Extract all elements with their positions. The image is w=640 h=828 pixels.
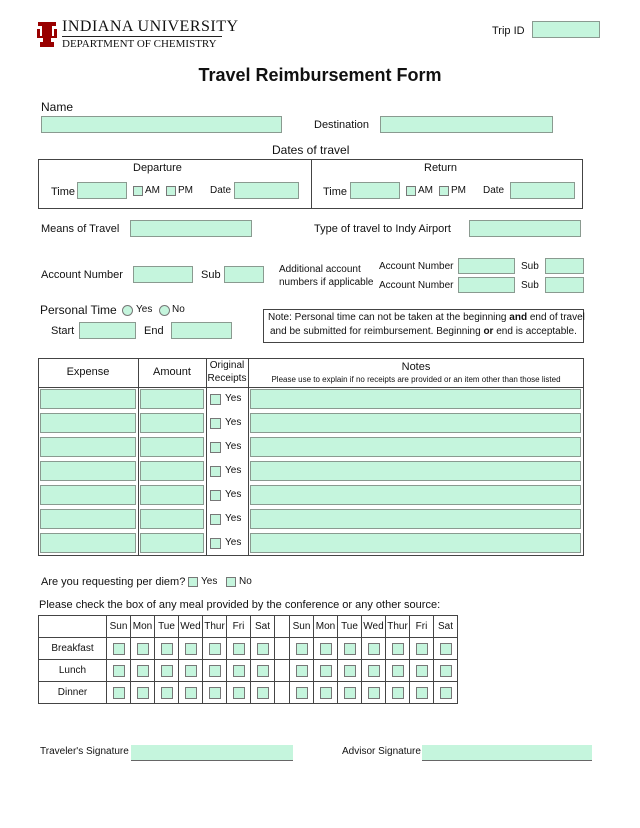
- note-line-1: Note: Personal time can not be taken at the beginning and end of travel: [268, 312, 585, 323]
- expense-field[interactable]: [40, 533, 136, 553]
- amount-field[interactable]: [140, 437, 204, 457]
- amount-field[interactable]: [140, 413, 204, 433]
- amount-field[interactable]: [140, 533, 204, 553]
- advisor-signature-label: Advisor Signature: [342, 746, 421, 757]
- meal-name: Dinner: [39, 682, 107, 704]
- amount-field[interactable]: [140, 461, 204, 481]
- return-date-label: Date: [483, 185, 505, 196]
- meal-cell: [107, 682, 131, 704]
- receipt-checkbox[interactable]: [210, 490, 221, 501]
- day-header: Mon: [131, 616, 155, 638]
- per-diem-yes-checkbox[interactable]: [188, 577, 198, 587]
- header-rule: [62, 36, 222, 37]
- meal-checkbox[interactable]: [416, 643, 428, 655]
- additional-label-2: numbers if applicable: [279, 277, 374, 288]
- meal-checkbox[interactable]: [137, 665, 149, 677]
- meal-checkbox[interactable]: [296, 665, 308, 677]
- week-gap: [275, 616, 290, 638]
- advisor-signature-field[interactable]: [422, 745, 592, 761]
- destination-field[interactable]: [380, 116, 553, 133]
- day-header: Tue: [338, 616, 362, 638]
- receipt-yes-label: Yes: [225, 393, 242, 404]
- meal-checkbox[interactable]: [233, 643, 245, 655]
- amount-field[interactable]: [140, 389, 204, 409]
- meal-name: Lunch: [39, 660, 107, 682]
- account-3-field[interactable]: [458, 277, 515, 293]
- meal-checkbox[interactable]: [137, 687, 149, 699]
- departure-date-label: Date: [210, 185, 232, 196]
- traveler-signature-label: Traveler's Signature: [40, 746, 129, 757]
- trip-id-label: Trip ID: [492, 25, 525, 37]
- notes-field[interactable]: [250, 389, 581, 409]
- notes-header: Notes: [401, 361, 431, 373]
- meal-cell: [203, 682, 227, 704]
- meal-cell: [314, 660, 338, 682]
- meal-checkbox[interactable]: [368, 687, 380, 699]
- departure-date-field[interactable]: [234, 182, 299, 199]
- sub-3-label: Sub: [521, 280, 539, 291]
- meal-checkbox[interactable]: [320, 687, 332, 699]
- meal-checkbox[interactable]: [320, 643, 332, 655]
- day-header: Sat: [251, 616, 275, 638]
- meal-checkbox[interactable]: [440, 687, 452, 699]
- form-title: Travel Reimbursement Form: [198, 65, 442, 85]
- sub-field[interactable]: [224, 266, 264, 283]
- meal-cell: [314, 682, 338, 704]
- per-diem-yes-label: Yes: [201, 576, 218, 587]
- notes-field[interactable]: [250, 413, 581, 433]
- week-gap: [275, 660, 290, 682]
- note-line-2: and be submitted for reimbursement. Beginning or end is acceptable.: [270, 326, 577, 337]
- receipt-checkbox[interactable]: [210, 538, 221, 549]
- day-header: Tue: [155, 616, 179, 638]
- receipt-yes-label: Yes: [225, 489, 242, 500]
- return-am-checkbox[interactable]: [406, 186, 416, 196]
- receipt-yes-label: Yes: [225, 465, 242, 476]
- day-header: Thur: [203, 616, 227, 638]
- week-gap: [275, 682, 290, 704]
- day-header: Sun: [290, 616, 314, 638]
- personal-yes-radio[interactable]: [122, 305, 133, 316]
- departure-time-field[interactable]: [77, 182, 127, 199]
- means-label: Means of Travel: [41, 223, 120, 235]
- return-am-label: AM: [418, 185, 433, 196]
- meal-table: [38, 615, 458, 704]
- start-field[interactable]: [79, 322, 136, 339]
- notes-field[interactable]: [250, 509, 581, 529]
- meal-name: Breakfast: [39, 638, 107, 660]
- expense-field[interactable]: [40, 413, 136, 433]
- day-header: Fri: [410, 616, 434, 638]
- meal-cell: [290, 638, 314, 660]
- additional-label-1: Additional account: [279, 264, 361, 275]
- expense-header-rule: [38, 387, 584, 388]
- personal-no-label: No: [172, 304, 185, 315]
- meal-checkbox[interactable]: [440, 643, 452, 655]
- meal-checkbox[interactable]: [392, 665, 404, 677]
- meal-checkbox[interactable]: [416, 687, 428, 699]
- meal-checkbox[interactable]: [137, 643, 149, 655]
- week-gap: [275, 638, 290, 660]
- expense-col-divider: [138, 358, 139, 556]
- meal-checkbox[interactable]: [257, 665, 269, 677]
- meal-cell: [338, 638, 362, 660]
- return-label: Return: [424, 162, 458, 174]
- meal-cell: [386, 638, 410, 660]
- return-pm-checkbox[interactable]: [439, 186, 449, 196]
- meal-cell: [251, 682, 275, 704]
- account-2-label: Account Number: [379, 261, 454, 272]
- dates-label: Dates of travel: [272, 143, 350, 157]
- per-diem-question: Are you requesting per diem?: [41, 576, 186, 588]
- day-header: Thur: [386, 616, 410, 638]
- sub-2-field[interactable]: [545, 258, 584, 274]
- per-diem-no-label: No: [239, 576, 252, 587]
- meal-cell: [107, 638, 131, 660]
- return-time-field[interactable]: [350, 182, 400, 199]
- receipt-checkbox[interactable]: [210, 514, 221, 525]
- expense-field[interactable]: [40, 461, 136, 481]
- meal-cell: [386, 682, 410, 704]
- notes-field[interactable]: [250, 461, 581, 481]
- day-header: Fri: [227, 616, 251, 638]
- meal-checkbox[interactable]: [185, 687, 197, 699]
- meal-cell: [227, 682, 251, 704]
- amount-header: Amount: [153, 366, 191, 378]
- meal-checkbox[interactable]: [320, 665, 332, 677]
- receipt-checkbox[interactable]: [210, 466, 221, 477]
- notes-subheader: Please use to explain if no receipts are provided or an item other than those listed: [271, 375, 561, 384]
- receipt-yes-label: Yes: [225, 513, 242, 524]
- receipts-header-1: Original: [209, 360, 245, 371]
- meal-cell: [155, 682, 179, 704]
- meal-row: [39, 638, 458, 660]
- amount-col-divider: [206, 358, 207, 556]
- return-date-field[interactable]: [510, 182, 575, 199]
- meal-checkbox[interactable]: [161, 665, 173, 677]
- receipts-header-2: Receipts: [207, 373, 247, 384]
- meal-checkbox[interactable]: [233, 687, 245, 699]
- name-field[interactable]: [41, 116, 282, 133]
- receipt-checkbox[interactable]: [210, 442, 221, 453]
- meal-cell: [362, 682, 386, 704]
- departure-time-label: Time: [51, 186, 76, 198]
- meal-checkbox[interactable]: [368, 643, 380, 655]
- receipts-col-divider: [248, 358, 249, 556]
- meal-row: [39, 660, 458, 682]
- meal-checkbox[interactable]: [392, 687, 404, 699]
- account-3-label: Account Number: [379, 280, 454, 291]
- receipt-yes-label: Yes: [225, 537, 242, 548]
- meal-checkbox[interactable]: [257, 687, 269, 699]
- trip-id-field[interactable]: [532, 21, 600, 38]
- amount-field[interactable]: [140, 485, 204, 505]
- meal-checkbox[interactable]: [209, 687, 221, 699]
- meal-cell: [362, 638, 386, 660]
- meal-checkbox[interactable]: [209, 665, 221, 677]
- indy-label: Type of travel to Indy Airport: [314, 223, 451, 235]
- day-header: Wed: [362, 616, 386, 638]
- end-label: End: [144, 325, 164, 337]
- meal-cell: [203, 638, 227, 660]
- meal-checkbox[interactable]: [185, 665, 197, 677]
- dates-divider: [311, 159, 312, 209]
- departure-pm-label: PM: [178, 185, 193, 196]
- end-field[interactable]: [171, 322, 232, 339]
- meal-cell: [203, 660, 227, 682]
- expense-field[interactable]: [40, 485, 136, 505]
- sub-3-field[interactable]: [545, 277, 584, 293]
- meal-cell: [386, 660, 410, 682]
- meal-checkbox[interactable]: [185, 643, 197, 655]
- meal-checkbox[interactable]: [161, 687, 173, 699]
- meal-checkbox[interactable]: [296, 643, 308, 655]
- meal-checkbox[interactable]: [368, 665, 380, 677]
- meal-checkbox[interactable]: [296, 687, 308, 699]
- meal-checkbox[interactable]: [416, 665, 428, 677]
- name-label: Name: [41, 100, 74, 114]
- traveler-signature-field[interactable]: [131, 745, 293, 761]
- meal-checkbox[interactable]: [344, 665, 356, 677]
- meal-cell: [227, 660, 251, 682]
- meal-cell: [155, 660, 179, 682]
- start-label: Start: [51, 325, 75, 337]
- departure-pm-checkbox[interactable]: [166, 186, 176, 196]
- meal-cell: [155, 638, 179, 660]
- meal-checkbox[interactable]: [344, 643, 356, 655]
- means-field[interactable]: [130, 220, 252, 237]
- meal-checkbox[interactable]: [113, 643, 125, 655]
- receipt-yes-label: Yes: [225, 441, 242, 452]
- meal-cell: [227, 638, 251, 660]
- notes-field[interactable]: [250, 533, 581, 553]
- expense-field[interactable]: [40, 509, 136, 529]
- meal-cell: [107, 660, 131, 682]
- expense-field[interactable]: [40, 437, 136, 457]
- expense-header: Expense: [66, 366, 110, 378]
- meal-cell: [179, 638, 203, 660]
- meal-checkbox[interactable]: [440, 665, 452, 677]
- meal-checkbox[interactable]: [113, 665, 125, 677]
- day-header: Wed: [179, 616, 203, 638]
- meal-cell: [179, 660, 203, 682]
- meal-checkbox[interactable]: [209, 643, 221, 655]
- meal-cell: [179, 682, 203, 704]
- sub-label: Sub: [201, 269, 221, 281]
- department-name: DEPARTMENT OF CHEMISTRY: [62, 38, 217, 50]
- meal-cell: [314, 638, 338, 660]
- meal-cell: [362, 660, 386, 682]
- iu-logo: [36, 20, 58, 48]
- meal-cell: [338, 660, 362, 682]
- meal-cell: [290, 660, 314, 682]
- meal-cell: [410, 682, 434, 704]
- meal-cell: [410, 660, 434, 682]
- amount-field[interactable]: [140, 509, 204, 529]
- meal-cell: [410, 638, 434, 660]
- meals-instruction: Please check the box of any meal provided by the conference or any other source:: [39, 599, 441, 611]
- destination-label: Destination: [314, 119, 370, 131]
- expense-field[interactable]: [40, 389, 136, 409]
- meal-cell: [434, 638, 458, 660]
- meal-checkbox[interactable]: [392, 643, 404, 655]
- university-name: INDIANA UNIVERSITY: [62, 18, 239, 35]
- meal-cell: [251, 638, 275, 660]
- personal-no-radio[interactable]: [159, 305, 170, 316]
- notes-field[interactable]: [250, 437, 581, 457]
- sub-2-label: Sub: [521, 261, 539, 272]
- meal-checkbox[interactable]: [257, 643, 269, 655]
- departure-am-checkbox[interactable]: [133, 186, 143, 196]
- meal-cell: [251, 660, 275, 682]
- meal-checkbox[interactable]: [344, 687, 356, 699]
- receipt-yes-label: Yes: [225, 417, 242, 428]
- meal-cell: [131, 638, 155, 660]
- indy-field[interactable]: [469, 220, 581, 237]
- account-field[interactable]: [133, 266, 193, 283]
- day-header: Mon: [314, 616, 338, 638]
- meal-cell: [434, 660, 458, 682]
- return-time-label: Time: [323, 186, 348, 198]
- meal-checkbox[interactable]: [113, 687, 125, 699]
- return-pm-label: PM: [451, 185, 466, 196]
- meal-checkbox[interactable]: [233, 665, 245, 677]
- account-label: Account Number: [41, 269, 123, 281]
- meal-cell: [338, 682, 362, 704]
- meal-row: [39, 682, 458, 704]
- receipt-checkbox[interactable]: [210, 418, 221, 429]
- receipt-checkbox[interactable]: [210, 394, 221, 405]
- meal-cell: [290, 682, 314, 704]
- personal-time-label: Personal Time: [40, 303, 117, 317]
- notes-field[interactable]: [250, 485, 581, 505]
- meal-cell: [131, 682, 155, 704]
- day-header: Sat: [434, 616, 458, 638]
- meal-cell: [131, 660, 155, 682]
- personal-yes-label: Yes: [136, 304, 153, 315]
- day-header: Sun: [107, 616, 131, 638]
- departure-label: Departure: [133, 162, 182, 174]
- meal-corner-cell: [39, 616, 107, 638]
- trident-icon: [36, 20, 58, 48]
- meal-checkbox[interactable]: [161, 643, 173, 655]
- departure-am-label: AM: [145, 185, 160, 196]
- account-2-field[interactable]: [458, 258, 515, 274]
- per-diem-no-checkbox[interactable]: [226, 577, 236, 587]
- meal-cell: [434, 682, 458, 704]
